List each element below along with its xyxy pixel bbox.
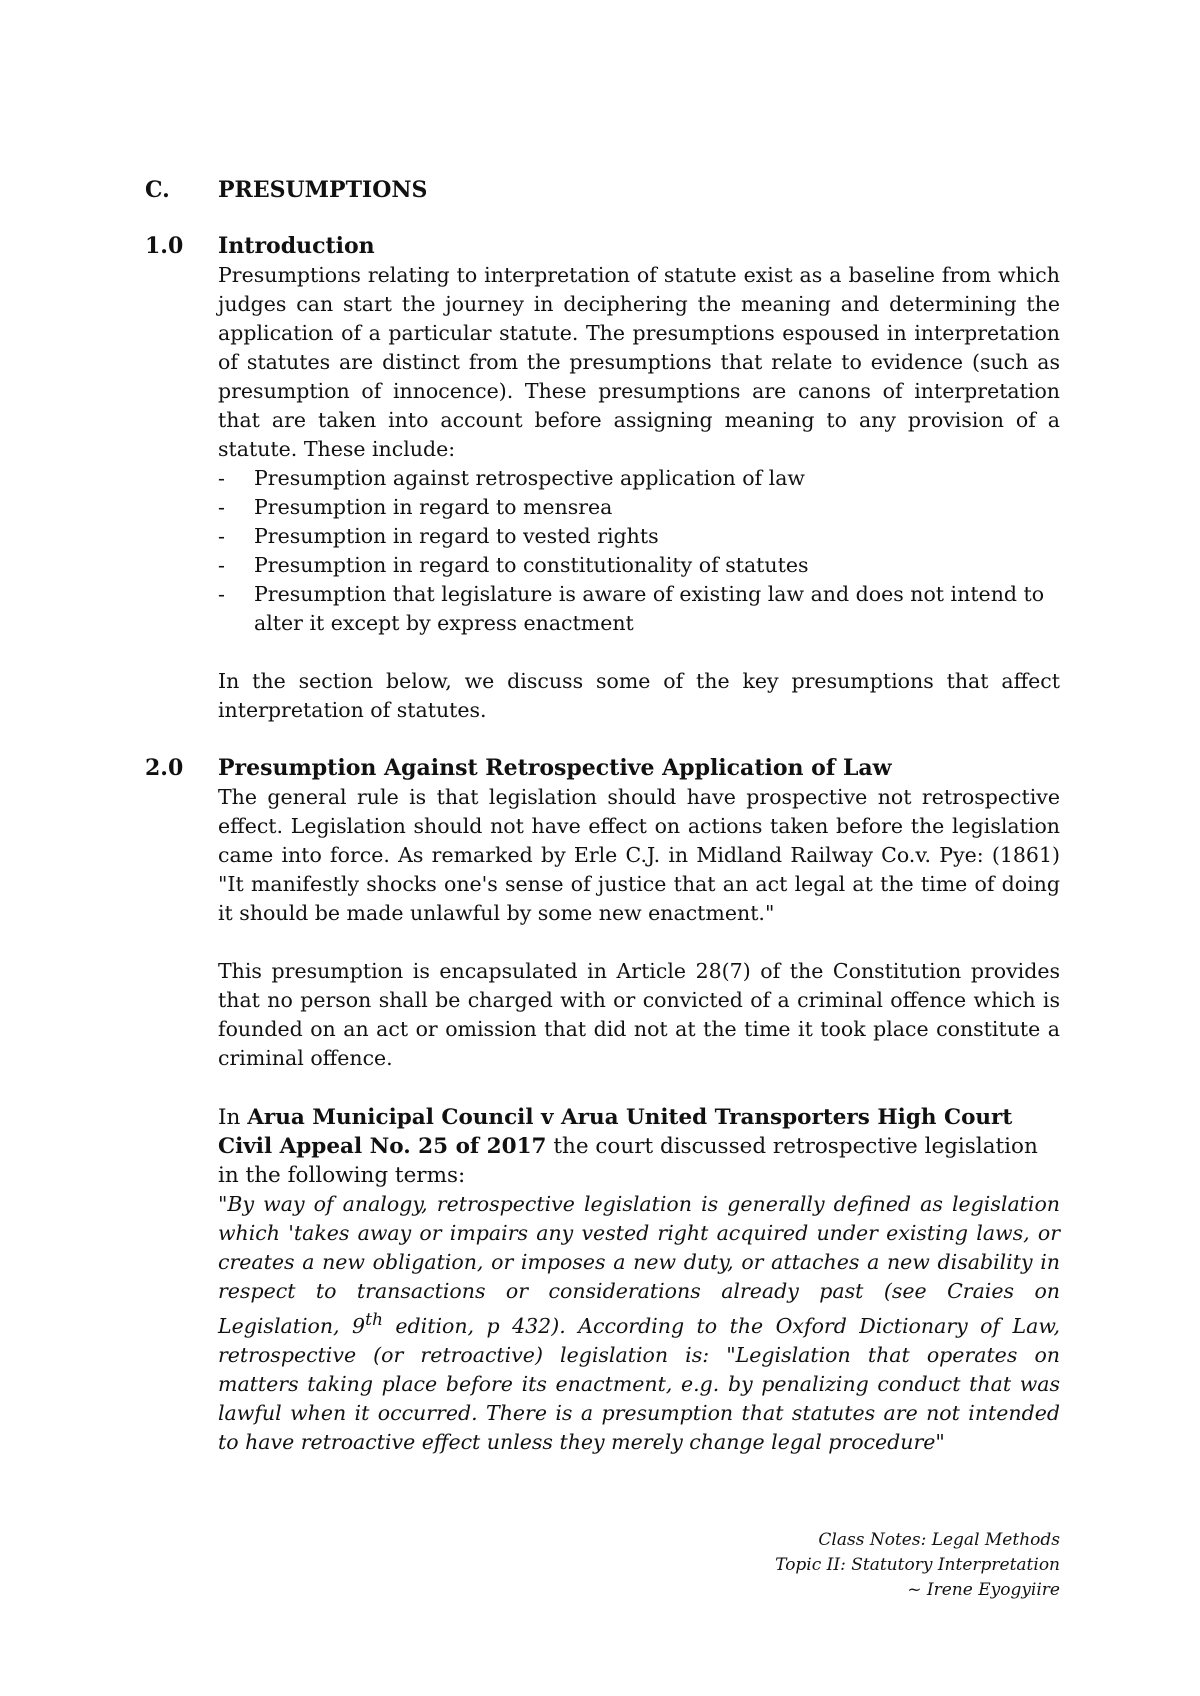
quote-part-2: edition, p 432). According to the Oxford Dictionary of Law, retrospective (or retroactive) legislation is: "Legislation that operates on matters taking place before its enactment, e.g. by penalizing conduct that was lawful when it occurred. There is a presumption that statutes are not intended to have retroactive effect unless they merely change legal procedure" <box>218 1313 1060 1454</box>
list-item-text: Presumption that legislature is aware of existing law and does not intend to alter it except by express enactment <box>254 582 1045 635</box>
intro-number: 1.0 <box>145 233 184 259</box>
case-paragraph <box>218 1103 1060 1190</box>
retrospective-title: Presumption Against Retrospective Application of Law <box>218 755 892 781</box>
intro-title: Introduction <box>218 233 375 259</box>
presumptions-list <box>218 464 1060 638</box>
intro-heading <box>145 232 1065 261</box>
list-item <box>218 522 1060 551</box>
intro-closing: In the section below, we discuss some of the key presumptions that affect interpretation of statutes. <box>218 669 1060 722</box>
section-title: PRESUMPTIONS <box>218 177 428 203</box>
quote-part-1: "By way of analogy, retrospective legislation is generally defined as legislation which 'takes away or impairs any vested right acquired under existing laws, or creates a new obligation, or imposes a new duty, or attaches a new disability in respect to transactions or considerations already past (see Craies on Legislation, 9 <box>218 1192 1060 1338</box>
retrospective-number: 2.0 <box>145 755 184 781</box>
retrospective-paragraph-2: This presumption is encapsulated in Article 28(7) of the Constitution provides that no person shall be charged with or convicted of a criminal offence which is founded on an act or omission that did not at the time it took place constitute a criminal offence. <box>218 959 1060 1070</box>
footer-topic: Topic II: Statutory Interpretation <box>775 1555 1060 1575</box>
section-heading <box>145 176 1065 205</box>
quote-superscript: th <box>365 1310 383 1330</box>
list-item-text: Presumption in regard to constitutionality of statutes <box>254 553 809 577</box>
case-name: Arua Municipal Council v Arua United Transporters High Court Civil Appeal No. 25 of 2017 <box>218 1105 1013 1159</box>
list-item <box>218 551 1060 580</box>
list-item <box>218 580 1060 638</box>
case-tail: the court discussed retrospective legislation in the following terms: <box>218 1134 1038 1188</box>
bullet-dash: - <box>218 524 225 548</box>
bullet-dash: - <box>218 582 225 606</box>
footer-course: Class Notes: Legal Methods <box>818 1530 1060 1550</box>
bullet-dash: - <box>218 466 225 490</box>
retrospective-paragraph-1: The general rule is that legislation should have prospective not retrospective effect. Legislation should not have effect on actions taken before the legislation came into force. As remarked by Erle C.J. in Midland Railway Co.v. Pye: (1861) "It manifestly shocks one's sense of justice that an act legal at the time of doing it should be made unlawful by some new enactment." <box>218 785 1060 925</box>
list-item-text: Presumption in regard to vested rights <box>254 524 659 548</box>
list-item-text: Presumption in regard to mensrea <box>254 495 613 519</box>
list-item <box>218 493 1060 522</box>
list-item <box>218 464 1060 493</box>
case-quote <box>218 1190 1060 1457</box>
page-footer <box>775 1528 1060 1603</box>
retrospective-heading <box>145 754 1065 783</box>
case-intro: In <box>218 1105 248 1130</box>
list-item-text: Presumption against retrospective application of law <box>254 466 805 490</box>
bullet-dash: - <box>218 495 225 519</box>
footer-author: ~ Irene Eyogyiire <box>907 1580 1060 1600</box>
bullet-dash: - <box>218 553 225 577</box>
section-letter: C. <box>145 177 170 203</box>
intro-paragraph: Presumptions relating to interpretation of statute exist as a baseline from which judges can start the journey in deciphering the meaning and determining the application of a particular statute. The presumptions espoused in interpretation of statutes are distinct from the presumptions that relate to evidence (such as presumption of innocence). These presumptions are canons of interpretation that are taken into account before assigning meaning to any provision of a statute. These include: <box>218 263 1060 461</box>
